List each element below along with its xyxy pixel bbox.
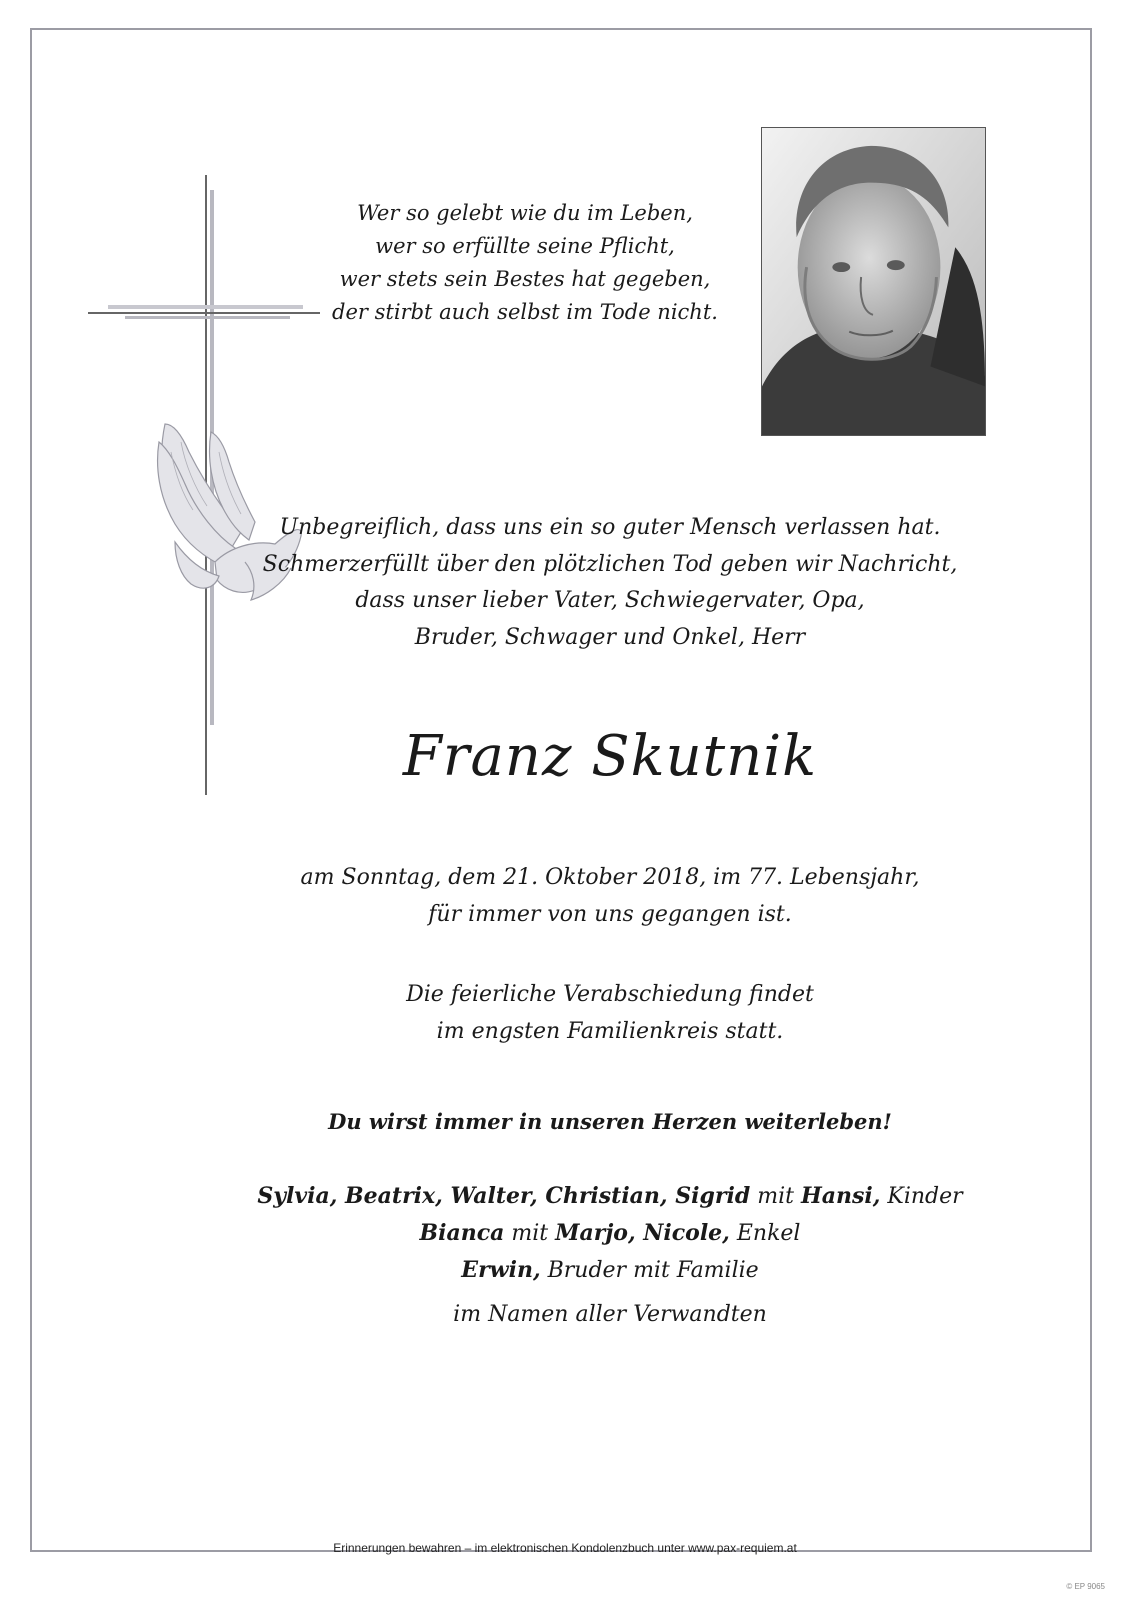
date-of-death — [280, 859, 940, 933]
mourners-grandchildren — [240, 1215, 980, 1252]
grandchild-name: Bianca — [419, 1220, 505, 1246]
relation-label: Bruder mit Familie — [540, 1258, 759, 1283]
with-word: mit — [504, 1221, 556, 1246]
portrait-photo — [761, 127, 986, 436]
farewell-line: Die feierliche Verabschiedung findet — [406, 982, 814, 1007]
closing-line: im Namen aller Verwandten — [453, 1302, 767, 1327]
farewell-notice — [280, 976, 940, 1050]
children-names: Sylvia, Beatrix, Walter, Christian, Sigrid — [257, 1183, 751, 1209]
relation-label: Enkel — [729, 1221, 801, 1246]
death-announcement — [260, 510, 960, 656]
poem-line: der stirbt auch selbst im Tode nicht. — [332, 300, 718, 324]
footnote-code: © EP 9065 — [1066, 1582, 1105, 1591]
announcement-line: Bruder, Schwager und Onkel, Herr — [414, 624, 806, 650]
with-word: mit — [750, 1184, 801, 1209]
date-line: am Sonntag, dem 21. Oktober 2018, im 77. Lebensjahr, — [300, 865, 920, 890]
date-line: für immer von uns gegangen ist. — [428, 902, 792, 927]
relation-label: Kinder — [880, 1184, 963, 1209]
poem-line: wer so erfüllte seine Pflicht, — [375, 234, 675, 258]
mourners-list — [240, 1178, 980, 1289]
poem-line: wer stets sein Bestes hat gegeben, — [339, 267, 711, 291]
announcement-line: dass unser lieber Vater, Schwiegervater, Opa, — [355, 588, 865, 613]
deceased-name: Franz Skutnik — [402, 724, 818, 789]
grandchildren-names: Marjo, Nicole, — [555, 1220, 730, 1246]
memory-line: Du wirst immer in unseren Herzen weiterleben! — [328, 1109, 892, 1134]
announcement-line: Schmerzerfüllt über den plötzlichen Tod geben wir Nachricht, — [262, 551, 958, 577]
footer-condolence-link[interactable]: Erinnerungen bewahren – im elektronischen Kondolenzbuch unter www.pax-requiem.at — [333, 1541, 797, 1555]
poem — [330, 197, 720, 329]
mourners-sibling — [240, 1252, 980, 1289]
farewell-line: im engsten Familienkreis statt. — [436, 1019, 784, 1044]
mourners-children — [240, 1178, 980, 1215]
poem-line: Wer so gelebt wie du im Leben, — [357, 201, 693, 225]
sibling-name: Erwin, — [461, 1257, 541, 1283]
partner-name: Hansi, — [800, 1183, 881, 1209]
announcement-line: Unbegreiflich, dass uns ein so guter Mensch verlassen hat. — [279, 515, 941, 540]
